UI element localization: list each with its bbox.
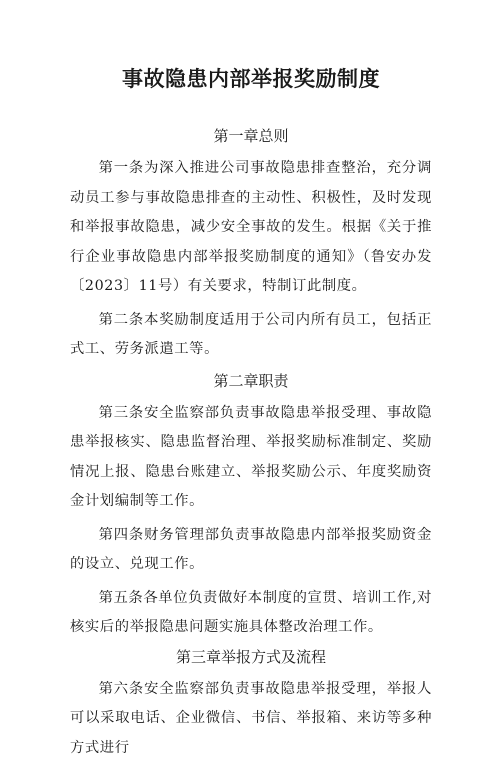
chapter-heading: 第二章职责 [70, 369, 432, 393]
chapter-heading: 第一章总则 [70, 124, 432, 148]
article-paragraph: 第三条安全监察部负责事故隐患举报受理、事故隐患举报核实、隐患监督治理、举报奖励标准制定、奖励情况上报、隐患台账建立、举报奖励公示、年度奖励资金计划编制等工作。 [70, 399, 432, 517]
chapter-section [70, 369, 432, 643]
article-paragraph: 第四条财务管理部负责事故隐患内部举报奖励资金的设立、兑现工作。 [70, 521, 432, 580]
article-paragraph: 第六条安全监察部负责事故隐患举报受理，举报人可以采取电话、企业微信、书信、举报箱、来访等多种方式进行 [70, 675, 432, 763]
article-paragraph: 第五条各单位负责做好本制度的宣贯、培训工作,对核实后的举报隐患问题实施具体整改治理工作。 [70, 584, 432, 643]
article-paragraph: 第二条本奖励制度适用于公司内所有员工，包括正式工、劳务派遣工等。 [70, 306, 432, 365]
document-title: 事故隐患内部举报奖励制度 [70, 64, 432, 94]
article-paragraph: 第一条为深入推进公司事故隐患排查整治，充分调动员工参与事故隐患排查的主动性、积极性，及时发现和举报事故隐患，减少安全事故的发生。根据《关于推行企业事故隐患内部举报奖励制度的通知》（鲁安办发〔2023〕11号）有关要求，特制订此制度。 [70, 154, 432, 302]
chapter-heading: 第三章举报方式及流程 [70, 645, 432, 669]
chapter-section [70, 645, 432, 763]
chapter-section [70, 124, 432, 365]
